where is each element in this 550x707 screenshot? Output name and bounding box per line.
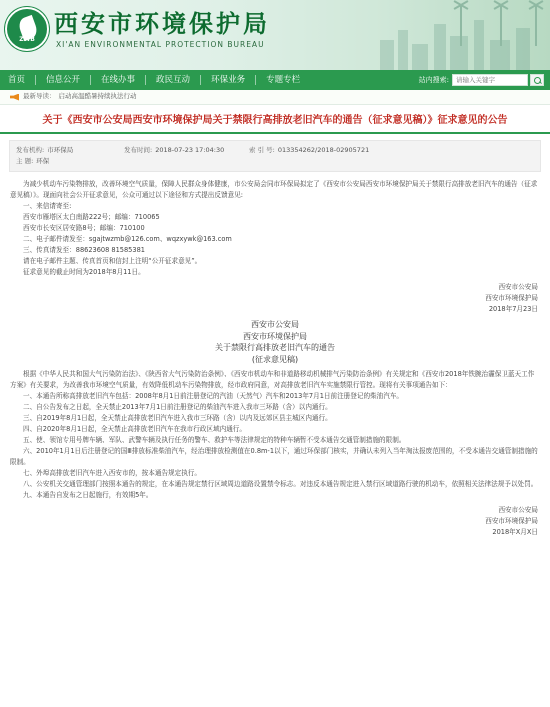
nav-item-online-services[interactable]: 在线办事 (101, 75, 136, 85)
notice-paragraph: 二、自公告发布之日起，全天禁止2013年7月1日前注册登记的柴油汽车进入我市三环路（含）以内通行。 (23, 403, 332, 411)
latest-news-link[interactable]: 启动高温酷暑持续执法行动 (58, 92, 137, 101)
logo-text: ZWB (19, 36, 35, 44)
signature-date: 2018年X月X日 (492, 528, 538, 536)
nav-item-special-topics[interactable]: 专题专栏 (266, 75, 301, 85)
signature-date: 2018年7月23日 (488, 305, 538, 313)
main-nav (0, 70, 550, 90)
notice-heading: (征求意见稿) (251, 354, 299, 364)
signature-org: 西安市环境保护局 (485, 294, 538, 302)
publisher-label: 发布机构: (16, 146, 45, 154)
nav-item-env-business[interactable]: 环保业务 (211, 75, 246, 85)
notice-paragraph: 三、自2019年8月1日起，全天禁止高排放老旧汽车进入我市三环路（含）以内及远郊区县主城区内通行。 (23, 414, 332, 422)
header-skyline-decoration (350, 0, 550, 70)
notice-paragraph: 九、本通告自发布之日起施行，有效期5年。 (23, 491, 153, 499)
latest-news-label: 最新导读： (23, 92, 56, 101)
site-subtitle: XI'AN ENVIRONMENTAL PROTECTION BUREAU (56, 40, 265, 49)
notice-paragraph: 五、使、领馆专用号牌车辆、军队、武警车辆及执行任务的警车、救护车等法律规定的特种车辆暂不受本通告交通管制措施的限制。 (23, 436, 406, 444)
nav-item-public-interaction[interactable]: 政民互动 (156, 75, 191, 85)
site-header (0, 0, 550, 70)
signature-org: 西安市公安局 (498, 283, 538, 291)
paragraph: 一、来信请寄至: (23, 202, 72, 210)
wind-turbine-icon (460, 6, 462, 46)
search-label: 站内搜索: (418, 75, 449, 84)
paragraph: 西安市长安区居安路8号；邮编：710100 (23, 224, 145, 232)
notice-paragraph: 六、2010年1月1日后注册登记的国Ⅲ排放标准柴油汽车，经治理排放检测值在0.8m-1以下，通过环保部门核实，并确认未列入当年淘汰报废范围的，不受本通告交通管制措施的限制。 (10, 447, 538, 466)
megaphone-icon (10, 94, 19, 101)
nav-item-home[interactable]: 首页 (8, 75, 26, 85)
notice-paragraph: 四、自2020年8月1日起，全天禁止高排放老旧汽车在我市行政区域内通行。 (23, 425, 246, 433)
paragraph: 西安市雁塔区太白南路222号；邮编：710065 (23, 213, 160, 221)
index-label: 索 引 号: (249, 146, 275, 154)
wind-turbine-icon (500, 6, 502, 46)
paragraph: 三、传真请发至：88623608 81585381 (23, 246, 145, 254)
notice-heading: 西安市环境保护局 (243, 331, 307, 341)
nav-item-info-disclosure[interactable]: 信息公开 (46, 75, 81, 85)
paragraph: 请在电子邮件主题、传真首页和信封上注明“公开征求意见”。 (23, 257, 202, 265)
latest-news-bar (0, 90, 550, 105)
paragraph: 为减少机动车污染物排放，改善环境空气质量，保障人民群众身体健康，市公安局会同市环保局拟定了《西安市公安局西安市环境保护局关于禁限行高排放老旧汽车的通告（征求意见稿）》。现面向社会公开征求意见，公众可通过以下途径和方式提出反馈意见: (10, 180, 538, 199)
signature-org: 西安市公安局 (498, 506, 538, 514)
article-title: 关于《西安市公安局西安市环境保护局关于禁限行高排放老旧汽车的通告（征求意见稿）》征求意见的公告 (0, 111, 550, 134)
notice-heading: 关于禁限行高排放老旧汽车的通告 (215, 343, 335, 352)
paragraph: 二、电子邮件请发至：sgajtwzmb@126.com、wqzxywk@163.com (23, 235, 232, 243)
bureau-logo[interactable] (5, 7, 49, 51)
notice-paragraph: 七、外埠高排放老旧汽车进入西安市的，按本通告规定执行。 (23, 469, 202, 477)
article-content (0, 172, 550, 538)
notice-heading: 西安市公安局 (251, 320, 299, 329)
signature-org: 西安市环境保护局 (485, 517, 538, 525)
index-value: 013354262/2018-02905721 (277, 146, 370, 154)
notice-paragraph: 根据《中华人民共和国大气污染防治法》、《陕西省大气污染防治条例》、《西安市机动车和非道路移动机械排气污染防治条例》有关规定和《西安市2018年铁腕治霾保卫蓝天工作方案》有关要求，为改善我市环境空气质量，有效降低机动车污染物排放，经市政府同意，对高排放老旧汽车实施禁限行管控。现将有关事项通告如下： (10, 370, 535, 389)
article-meta (9, 140, 541, 172)
notice-paragraph: 八、公安机关交通管理部门按照本通告的规定，在本通告规定禁行区域周边道路设置禁令标志。对违反本通告规定进入禁行区域道路行驶的机动车，依照相关法律法规予以处罚。 (23, 480, 538, 488)
search-icon[interactable] (530, 74, 544, 86)
site-title[interactable]: 西安市环境保护局 (54, 9, 270, 38)
publisher-value: 市环保局 (47, 146, 74, 154)
notice-paragraph: 一、本通告所称高排放老旧汽车包括：2008年8月1日前注册登记的汽油（天然气）汽车和2013年7月1日前注册登记的柴油汽车。 (23, 392, 404, 400)
date-label: 发布时间: (124, 146, 153, 154)
date-value: 2018-07-23 17:04:30 (155, 146, 225, 154)
paragraph: 征求意见的截止时间为2018年8月11日。 (23, 268, 145, 276)
topic-value: 环保 (36, 157, 50, 165)
site-search (419, 74, 550, 86)
search-input[interactable] (452, 74, 528, 86)
wind-turbine-icon (535, 6, 537, 46)
topic-label: 主 题: (16, 157, 34, 165)
